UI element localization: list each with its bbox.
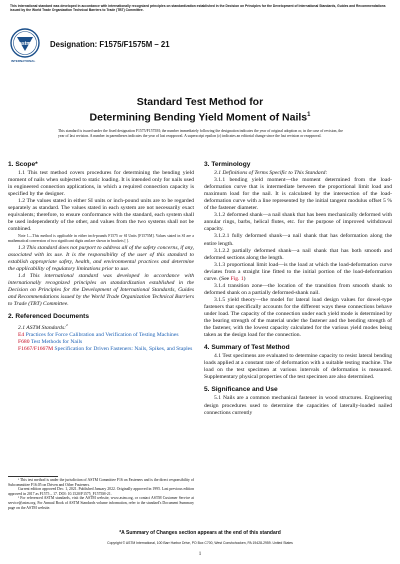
left-column [8,157,194,353]
astm-logo-icon [10,28,40,58]
section-2-heading: 2. Referenced Documents [8,313,89,321]
para-1-1: 1.1 This test method covers procedures for determining the bending yield moment of nails when subjected to static loading. It is intended only for nails used in engineered connection applications, in which a required connection capacity is specified by the designer. [8,170,194,198]
para-3-1-3: 3.1.3 proportional limit load—is the load at which the load-deformation curve deviates from a straight line fitted to the initial portion of the load-deformation curve. (See Fig. 1) [204,261,392,282]
document-title: Standard Test Method for Determining Bending Yield Moment of Nails$^1$ [89,96,311,123]
para-2-1: 2.1 ASTM Standards:$^2$ [18,323,68,331]
section-1-heading: 1. Scope* [8,161,38,168]
designation: Designation: F1575/F1575M – 21 [50,40,170,49]
section-5-heading: 5. Significance and Use [204,386,278,394]
page-number: 1 [198,552,202,557]
issue-note: This standard is issued under the fixed designation F1575/F1575M; the number immediately following the designation indicates the year of original adoption or, in the case of revision, the year of last revision. A number in parentheses indicates the year of last reapproval. A superscript epsilon (ε) indicates an editorial change since the last revision or reapproval. [58,129,343,138]
para-5-1: 5.1 Nails are a common mechanical fastener in wood structures. Engineering design procedures used to determine the capacities of laterally-loaded nailed connections currently [204,395,392,416]
summary-of-changes-note: *A Summary of Changes section appears at the end of this standard [119,530,281,536]
footnote-1-edition: Current edition approved Dec. 1, 2021. Published January 2022. Originally approved in 1995. Last previous edition approved in 2017 as F1575 – 17. DOI: 10.1520/F1575_F1575M-21. [8,487,194,496]
para-4-1: 4.1 Test specimens are evaluated to determine capacity to resist lateral bending loads applied at a constant rate of deformation with a suitable testing machine. The load on the test specimen at various intervals of deformation is measured. Supplementary physical properties of the test specimen are also determined. [204,353,392,381]
para-3-1-5: 3.1.5 yield theory—the model for lateral load design values for dowel-type fasteners that specifically accounts for the different ways these connections behave under load. The capacity of the connection under each yield mode is determined by the bearing strength of the material under the fastener and the bending strength of the fastener, with the lowest capacity calculated for the various yield modes being taken as the design load for the connection. [204,296,392,339]
copyright-line: Copyright © ASTM International, 100 Barr Harbor Drive, PO Box C700, West Conshohocken, PA 19428-2959. United States [107,541,293,545]
ref-f1667[interactable]: F1667/F1667M Specification for Driven Fasteners: Nails, Spikes, and Staples [18,346,193,353]
para-3-1-2-1: 3.1.2.1 fully deformed shank—a nail shank that has deformation along the entire length. [204,233,392,247]
right-column [204,157,392,417]
ref-f680[interactable]: F680 Test Methods for Nails [18,339,83,346]
para-3-1-2: 3.1.2 deformed shank—a nail shank that has been mechanically deformed with annular rings, barbs, helical flutes, etc. for the purpose of improved withdrawal capacity. [204,212,392,233]
para-3-1: 3.1 Definitions of Terms Specific to This Standard: [214,170,328,177]
para-1-3: 1.3 This standard does not purport to address all of the safety concerns, if any, associated with its use. It is the responsibility of the user of this standard to establish appropriate safety, health, and environmental practices and determine the applicability of regulatory limitations prior to use. [8,244,194,272]
ref-e4[interactable]: E4 Practices for Force Calibration and Verification of Testing Machines [18,332,179,339]
footnote-2: ² For referenced ASTM standards, visit the ASTM website, www.astm.org, or contact ASTM Customer Service at service@astm.org. For Annual Book of ASTM Standards volume information, refer to the standard's Document Summary page on the ASTM website. [8,496,194,510]
para-3-1-1: 3.1.1 bending yield moment—the moment determined from the load-deformation curve that is intermediate between the proportional limit load and maximum load for the nail. It is calculated by the intersection of the load-deformation curve with a line represented by the initial tangent modulus offset 5 % of the fastener diameter. [204,177,392,212]
svg-text:astm: astm [18,41,32,47]
para-3-1-4: 3.1.4 transition zone—the location of the transition from smooth shank to deformed shank on a partially deformed-shank nail. [204,282,392,296]
footnote-rule [8,476,58,477]
section-4-heading: 4. Summary of Test Method [204,344,290,352]
para-1-2: 1.2 The values stated in either SI units or inch-pound units are to be regarded separately as standard. The values stated in each system are not necessarily exact equivalents; therefore, to ensure conformance with the standard, each system shall be used independently of the other, and values from the two systems shall not be combined. [8,198,194,233]
logo-sub-label: INTERNATIONAL [11,59,36,63]
top-notice: This international standard was developed in accordance with internationally recognized principles on standardization established in the Decision on Principles for the Development of International Standards, Guides and Recommendations issued by the World Trade Organization Technical Barriers to Trade (TBT) Committee. [10,4,386,12]
para-3-1-2-2: 3.1.2.2 partially deformed shank—a nail shank that has both smooth and deformed sections along the length. [204,247,392,261]
section-3-heading: 3. Terminology [204,161,251,168]
footnote-1: ¹ This test method is under the jurisdiction of ASTM Committee F16 on Fasteners and is the direct responsibility of Subcommittee F16.05 on Driven and Other Fasteners. [8,478,194,487]
footnotes [8,478,194,510]
note-1: Note 1—This method is applicable in either inch-pounds F1575 or SI Units [F1575M]. Values stated in SI are a mathematical conversion of two significant digits and are shown in brackets [ ]. [8,234,194,244]
para-1-4: 1.4 This international standard was developed in accordance with internationally recognized principles on standardization established in the Decision on Principles for the Development of International Standards, Guides and Recommendations issued by the World Trade Organization Technical Barriers to Trade (TBT) Committee. [8,272,194,308]
fig-1-link[interactable]: Fig. 1 [230,275,244,282]
